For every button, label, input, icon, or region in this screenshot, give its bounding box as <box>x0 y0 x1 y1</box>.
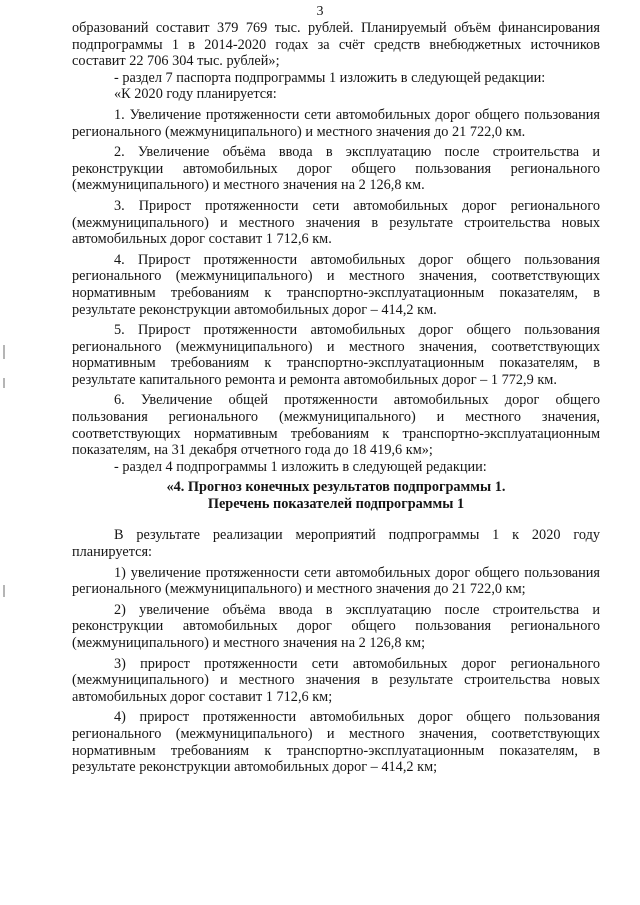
list-item: 4) прирост протяженности автомобильных дорог общего пользования регионального (межмуниципального) и местного значения, соответствующих нормативным требованиям к транспортно-эксплуатационным показателям, в результате реконструкции автомобильных дорог – 414,2 км; <box>72 709 600 776</box>
list-item: 6. Увеличение общей протяженности автомобильных дорог общего пользования регионального (межмуниципального) и местного значения, соответствующих нормативным требованиям к транспортно-эксплуатационным показателям, на 31 декабря отчетного года до 18 419,6 км»; <box>72 392 600 459</box>
list-item: 2) увеличение объёма ввода в эксплуатацию после строительства и реконструкции автомобильных дорог общего пользования регионального (межмуниципального) и местного значения на 2 126,8 км; <box>72 601 600 651</box>
scan-artifact <box>3 585 5 597</box>
paragraph: - раздел 4 подпрограммы 1 изложить в следующей редакции: <box>114 458 487 475</box>
document-body <box>72 20 600 776</box>
list-item: 2. Увеличение объёма ввода в эксплуатацию после строительства и реконструкции автомобильных дорог общего пользования регионального (межмуниципального) и местного значения на 2 126,8 км. <box>72 144 600 194</box>
section-heading: «4. Прогноз конечных результатов подпрограммы 1. <box>166 479 506 496</box>
paragraph: образований составит 379 769 тыс. рублей. Планируемый объём финансирования подпрограммы 1 в 2014-2020 годах за счёт средств внебюджетных источников составит 22 706 304 тыс. рублей»; <box>72 20 600 70</box>
scan-artifact <box>3 345 5 359</box>
paragraph: «К 2020 году планируется: <box>114 86 277 103</box>
section-heading: Перечень показателей подпрограммы 1 <box>207 496 465 513</box>
page-number: 3 <box>316 4 324 19</box>
paragraph: - раздел 7 паспорта подпрограммы 1 изложить в следующей редакции: <box>114 69 546 86</box>
list-item: 1. Увеличение протяженности сети автомобильных дорог общего пользования регионального (межмуниципального) и местного значения до 21 722,0 км. <box>72 106 600 140</box>
list-item: 4. Прирост протяженности автомобильных дорог общего пользования регионального (межмуниципального) и местного значения, соответствующих нормативным требованиям к транспортно-эксплуатационным показателям, в результате реконструкции автомобильных дорог – 414,2 км. <box>72 251 600 318</box>
scan-artifact <box>3 378 5 388</box>
paragraph: В результате реализации мероприятий подпрограммы 1 к 2020 году планируется: <box>72 527 600 561</box>
list-item: 3. Прирост протяженности сети автомобильных дорог регионального (межмуниципального) и местного значения в результате строительства новых автомобильных дорог составит 1 712,6 км. <box>72 197 600 248</box>
list-item: 3) прирост протяженности сети автомобильных дорог регионального (межмуниципального) и местного значения в результате строительства новых автомобильных дорог составит 1 712,6 км; <box>72 655 600 705</box>
list-item: 5. Прирост протяженности автомобильных дорог общего пользования регионального (межмуниципального) и местного значения, соответствующих нормативным требованиям к транспортно-эксплуатационным показателям, в результате капитального ремонта и ремонта автомобильных дорог – 1 772,9 км. <box>72 322 600 388</box>
list-item: 1) увеличение протяженности сети автомобильных дорог общего пользования регионального (межмуниципального) и местного значения до 21 722,0 км; <box>72 564 600 598</box>
